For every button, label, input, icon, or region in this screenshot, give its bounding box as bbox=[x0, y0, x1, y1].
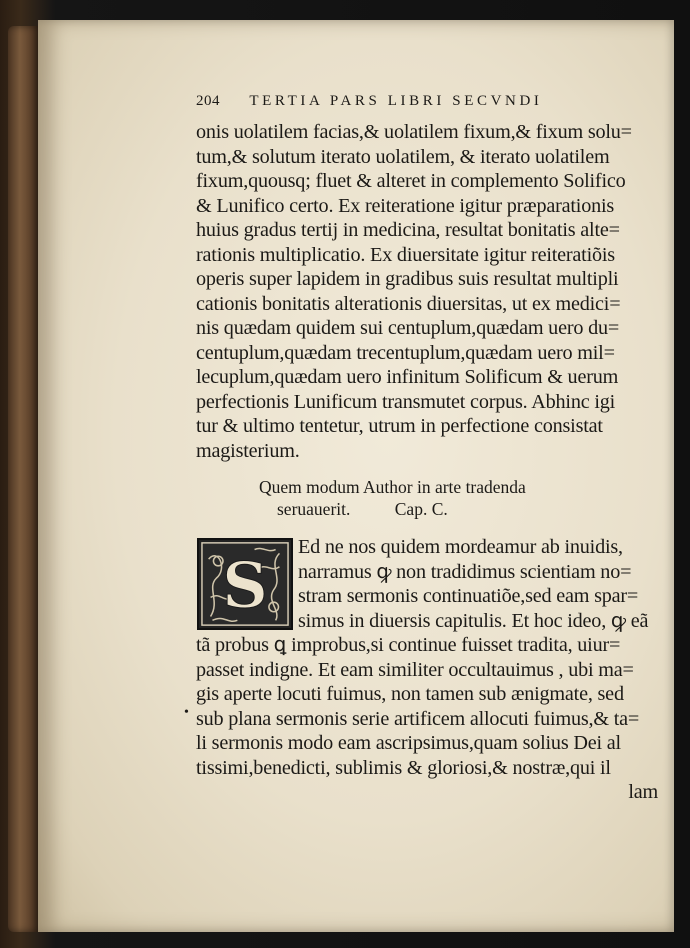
chapter-title-line: seruauerit. bbox=[277, 499, 351, 519]
indented-paragraph bbox=[298, 535, 668, 633]
text-line: cationis bonitatis alterationis diuersitas, ut ex medici= bbox=[196, 292, 621, 315]
running-head-title: TERTIA PARS LIBRI SECVNDI bbox=[249, 93, 543, 109]
text-line: huius gradus tertij in medicina, resultat bonitatis alte= bbox=[196, 219, 620, 241]
text-line: operis super lapidem in gradibus suis resultat multipli bbox=[196, 268, 619, 290]
decorated-initial bbox=[197, 538, 293, 630]
text-line: li sermonis modo eam ascripsimus,quam solius Dei al bbox=[196, 732, 621, 754]
text-line: stram sermonis continuatiõe,sed eam spar= bbox=[298, 585, 639, 607]
page-number: 204 bbox=[196, 93, 220, 109]
text-line: tã probus ꝗ improbus,si continue fuisset tradita, uiur= bbox=[196, 634, 621, 656]
text-line: nis quædam quidem sui centuplum,quædam uero du= bbox=[196, 317, 620, 339]
body-paragraph-continued bbox=[196, 633, 666, 805]
text-line: centuplum,quædam trecentuplum,quædam uero mil= bbox=[196, 341, 615, 364]
catchword: lam bbox=[628, 781, 658, 803]
text-line: magisterium. bbox=[196, 439, 300, 462]
text-line: fixum,quousq; fluet & alteret in complemento Solifico bbox=[196, 170, 626, 192]
text-line: tissimi,benedicti, sublimis & gloriosi,& nostræ,qui il bbox=[196, 756, 611, 779]
text-line: gis aperte locuti fuimus, non tamen sub ænigmate, sed bbox=[196, 683, 624, 705]
text-line: tum,& solutum iterato uolatilem, & iterato uolatilem bbox=[196, 145, 610, 168]
running-header bbox=[196, 93, 636, 119]
ornament-icon bbox=[199, 540, 291, 628]
text-line: onis uolatilem facias,& uolatilem fixum,& fixum solu= bbox=[196, 121, 632, 143]
text-line: & Lunifico certo. Ex reiteratione igitur præparationis bbox=[196, 194, 615, 217]
text-line: narramus ꝙ non tradidimus scientiam no= bbox=[298, 560, 632, 583]
text-line: rationis multiplicatio. Ex diuersitate igitur reiteratiõis bbox=[196, 243, 615, 266]
text-line: sub plana sermonis serie artificem allocuti fuimus,& ta= bbox=[196, 707, 640, 730]
text-line: tur & ultimo tentetur, utrum in perfectione consistat bbox=[196, 415, 603, 437]
text-line: lecuplum,quædam uero infinitum Solificum & uerum bbox=[196, 366, 619, 388]
book-spine bbox=[8, 26, 42, 932]
text-line: Ed ne nos quidem mordeamur ab inuidis, bbox=[298, 536, 623, 558]
chapter-heading bbox=[259, 476, 579, 520]
margin-mark: • bbox=[184, 705, 189, 720]
body-paragraph bbox=[196, 120, 666, 463]
chapter-title-line: Quem modum Author in arte tradenda bbox=[259, 477, 526, 497]
svg-text:S: S bbox=[222, 547, 268, 622]
text-line: simus in diuersis capitulis. Et hoc ideo, ꝙ eã bbox=[298, 609, 649, 632]
text-line: perfectionis Lunificum transmutet corpus. Abhinc igi bbox=[196, 390, 616, 413]
chapter-number: Cap. C. bbox=[394, 499, 448, 519]
text-line: passet indigne. Et eam similiter occultauimus , ubi ma= bbox=[196, 658, 634, 681]
